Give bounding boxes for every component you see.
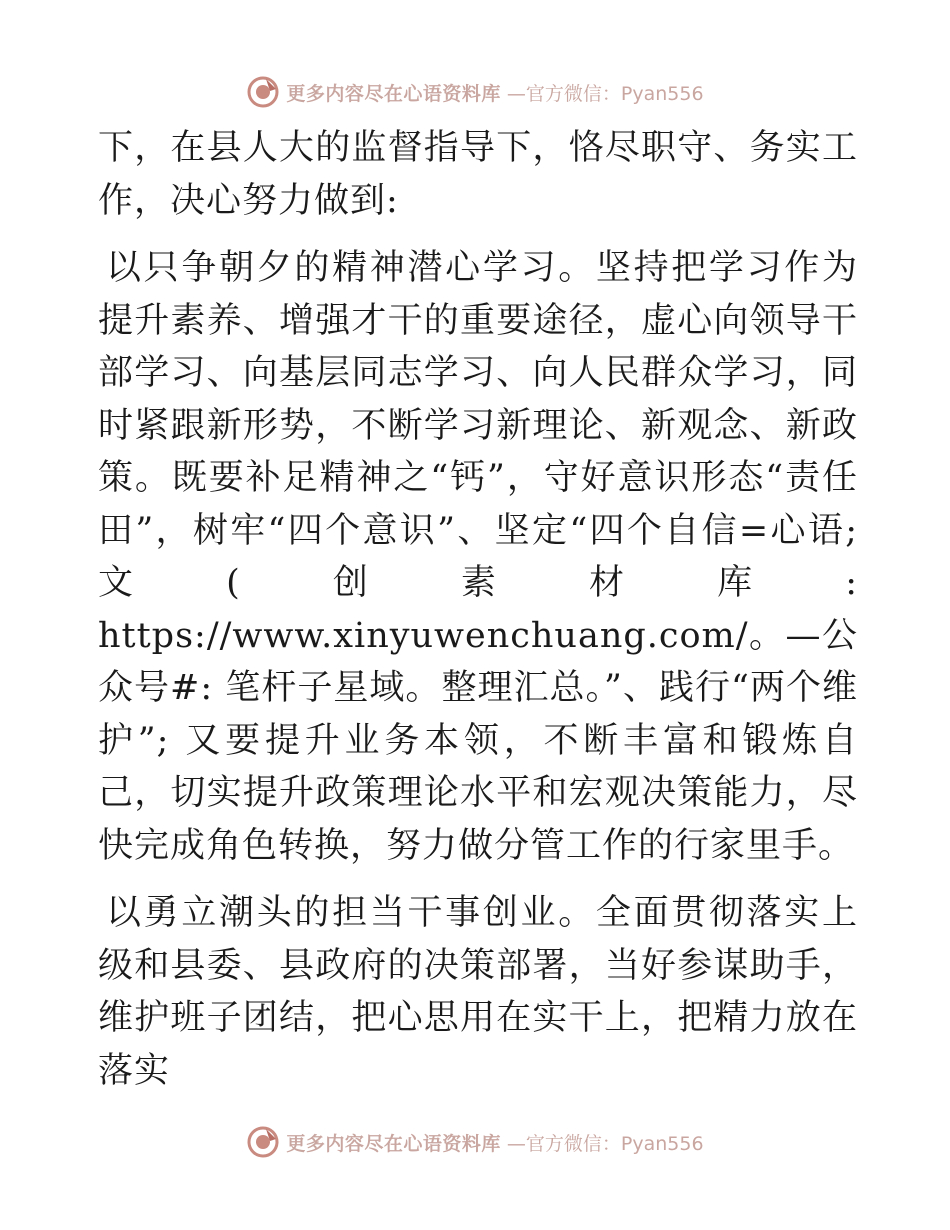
paragraph-1: 下，在县人大的监督指导下，恪尽职守、务实工作，决心努力做到: bbox=[98, 128, 858, 221]
paragraph-2: 以只争朝夕的精神潜心学习。坚持把学习作为提升素养、增强才干的重要途径，虚心向领导干部学习、向基层同志学习、向人民群众学习，同时紧跟新形势，不断学习新理论、新观念、新政策。既要补足精神之“钙”，守好意识形态“责任田”，树牢“四个意识”、坚定“四个自信=心语;文(创素材库: https://www.xinyuwenchuang.com/。—公众号#: 笔杆子星域。整理汇总。”、践行“两个维护”; 又要提升业务本领，不断丰富和锻炼自己，切实提升政策理论水平和宏观决策能力，尽快完成角色转换，努力做分管工作的行家里手。 bbox=[98, 248, 858, 866]
footer-watermark bbox=[0, 1122, 950, 1162]
header-watermark bbox=[0, 72, 950, 112]
logo-icon bbox=[246, 75, 280, 109]
footer-site-text: 更多内容尽在心语资料库 bbox=[286, 1132, 501, 1155]
paragraph-3: 以勇立潮头的担当干事创业。全面贯彻落实上级和县委、县政府的决策部署，当好参谋助手，维护班子团结，把心思用在实干上，把精力放在落实 bbox=[98, 893, 858, 1091]
footer-wechat-text: —官方微信：Pyan556 bbox=[506, 1132, 704, 1155]
header-site-text: 更多内容尽在心语资料库 bbox=[286, 82, 501, 105]
header-wechat-text: —官方微信：Pyan556 bbox=[506, 82, 704, 105]
document-body bbox=[98, 122, 858, 1097]
logo-icon bbox=[246, 1125, 280, 1159]
